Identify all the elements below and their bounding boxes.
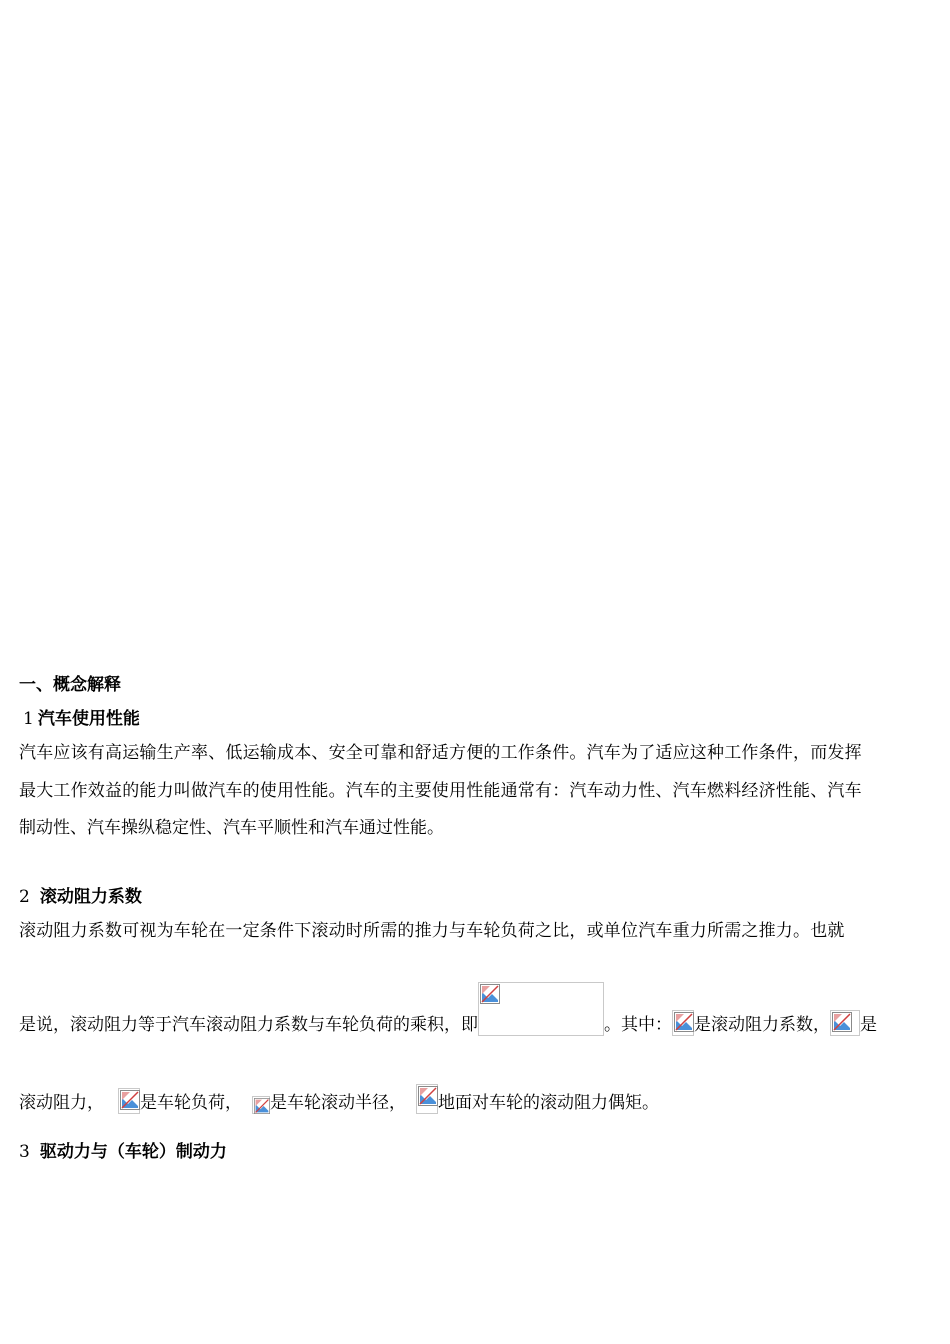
item2-line2-text-a: 是说，滚动阻力等于汽车滚动阻力系数与车轮负荷的乘积，即 <box>19 1015 478 1035</box>
item2-line2-text-d: 是 <box>860 1015 877 1035</box>
item1-line3: 制动性、汽车操纵稳定性、汽车平顺性和汽车通过性能。 <box>19 818 444 838</box>
load-symbol-icon <box>118 1088 140 1114</box>
item1-number: 1 <box>23 709 34 729</box>
item2-line2-text-b: 。其中： <box>604 1015 672 1035</box>
section-heading: 一、概念解释 <box>19 675 121 695</box>
item1-title: 汽车使用性能 <box>37 709 140 729</box>
item2-line3-text-c: 是车轮滚动半径， <box>270 1093 406 1113</box>
radius-symbol-icon <box>252 1096 270 1114</box>
moment-symbol-icon <box>416 1084 438 1114</box>
coefficient-symbol-icon <box>672 1010 694 1036</box>
item2-line3-text-b: 是车轮负荷， <box>140 1093 242 1113</box>
item2-line1: 滚动阻力系数可视为车轮在一定条件下滚动时所需的推力与车轮负荷之比，或单位汽车重力所需之推力。也就 <box>19 921 845 941</box>
item3-title: 驱动力与（车轮）制动力 <box>39 1142 227 1162</box>
item3-heading <box>19 1141 227 1163</box>
item3-number: 3 <box>19 1142 30 1162</box>
item2-line3-text-a: 滚动阻力， <box>19 1093 104 1113</box>
item2-line2-text-c: 是滚动阻力系数， <box>694 1015 830 1035</box>
item2-number: 2 <box>19 887 30 907</box>
item2-line3-text-d: 地面对车轮的滚动阻力偶矩。 <box>438 1093 659 1113</box>
item1-line1: 汽车应该有高运输生产率、低运输成本、安全可靠和舒适方便的工作条件。汽车为了适应这种工作条件，而发挥 <box>19 743 862 763</box>
item2-line2 <box>19 980 877 1036</box>
item1-heading <box>19 708 140 730</box>
resistance-symbol-icon <box>830 1010 860 1036</box>
item2-line3 <box>19 1078 659 1114</box>
item2-title: 滚动阻力系数 <box>39 887 142 907</box>
formula-image-icon <box>478 982 604 1036</box>
item2-heading <box>19 886 142 908</box>
item1-line2: 最大工作效益的能力叫做汽车的使用性能。汽车的主要使用性能通常有：汽车动力性、汽车燃料经济性能、汽车 <box>19 781 862 801</box>
